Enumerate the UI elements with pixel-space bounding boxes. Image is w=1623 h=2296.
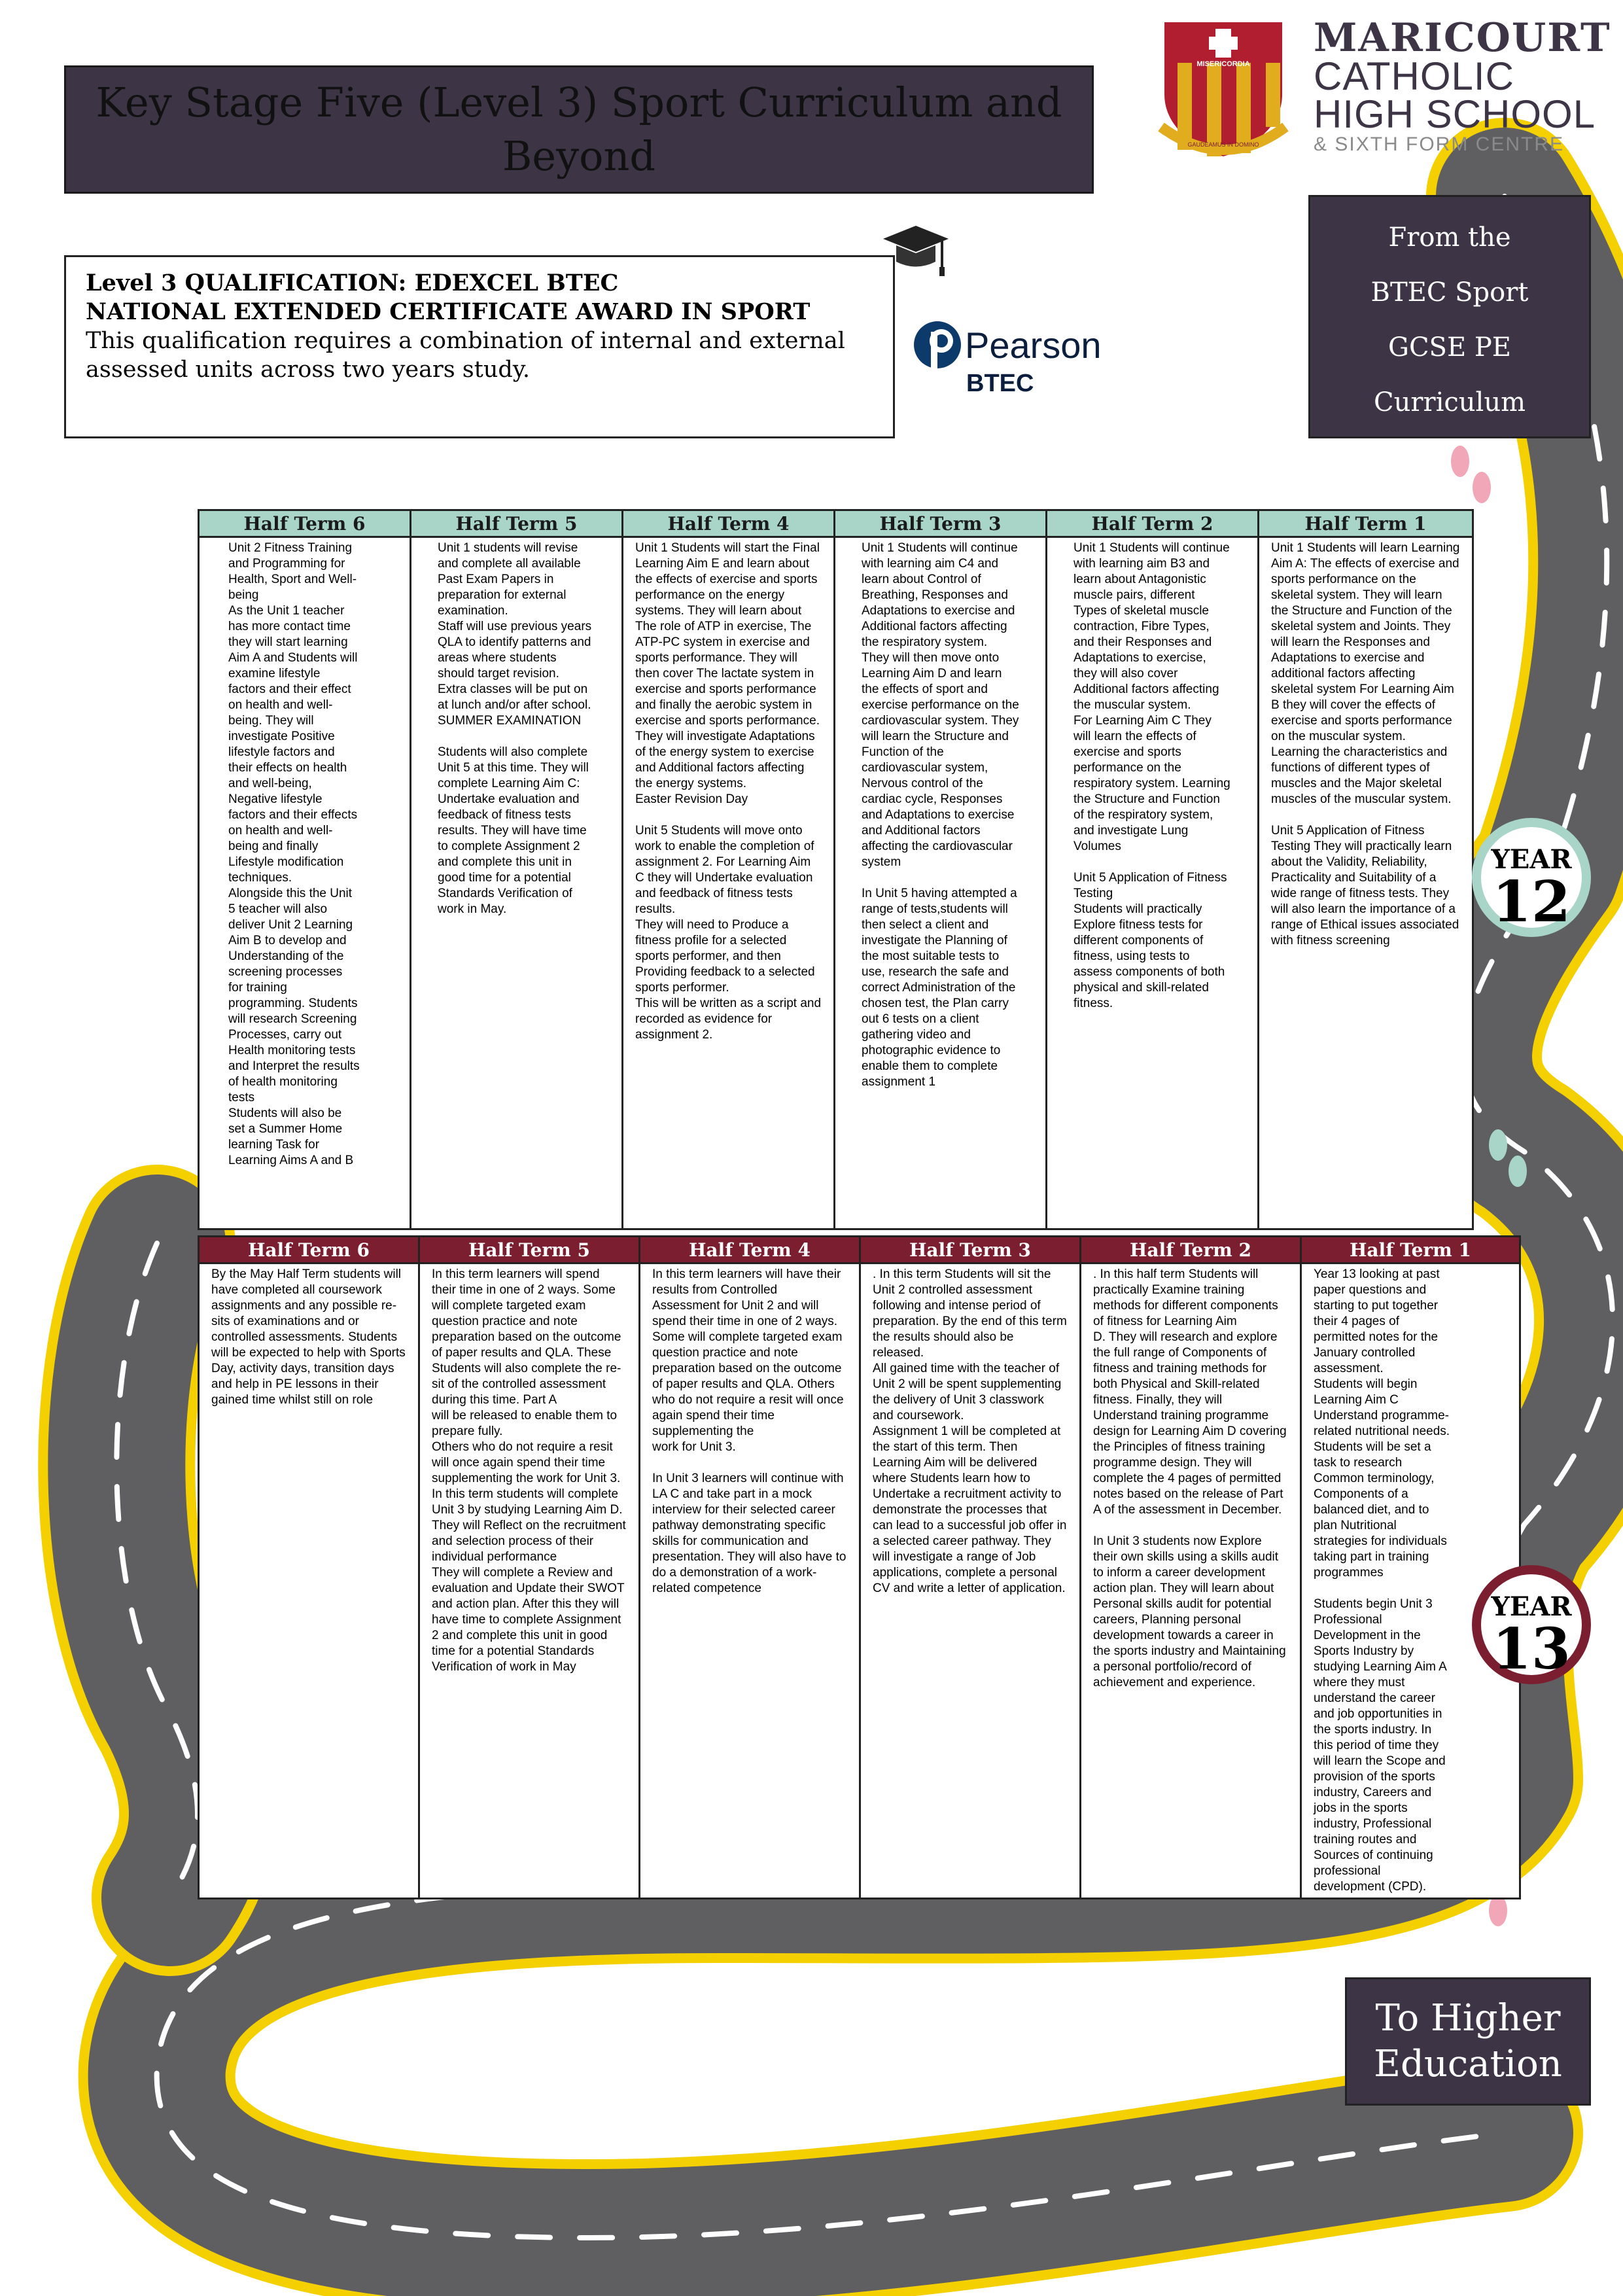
year12-badge xyxy=(1472,818,1591,937)
year12-text-ht1: Unit 1 Students will learn Learning Aim A: The effects of exercise and sports performance on the skeletal system. They will learn the Structure and Function of the skeletal system and Joints. They will learn the Responses and Adaptations to exercise and additional factors affecting skeletal system For Learning Aim B they will cover the effects of exercise and sports performance on the muscular system. Learning the characteristics and functions of different types of muscles and the Major skeletal muscles of the muscular system. Unit 5 Application of Fitness Testing They will practically learn about the Validity, Reliability, Practicality and Suitability of a wide range of fitness tests. They will also learn the importance of a range of Ethical issues associated with fitness screening xyxy=(1271,541,1460,947)
year13-text-ht3: . In this term Students will sit the Unit 2 controlled assessment following and intense period of preparation. By the end of this term the results should also be released. All gained time with the teacher of Unit 2 will be spent supplementing the delivery of Unit 3 classwork and coursework. Assignment 1 will be completed at the start of this term. Then Learning Aim will be delivered where Students learn how to Undertake a recruitment activity to demonstrate the processes that can lead to a successful job offer in a selected career pathway. They will investigate a range of Job applications, complete a personal CV and write a letter of application. xyxy=(873,1267,1067,1595)
higher-education-box xyxy=(1345,1977,1591,2106)
year12-curriculum-table xyxy=(198,509,1474,1230)
year13-content-row xyxy=(199,1263,1520,1899)
qualification-line1: Level 3 QUALIFICATION: EDEXCEL BTEC xyxy=(86,270,619,296)
qualification-description: This qualification requires a combination of internal and external assessed units across two years study. xyxy=(86,328,845,383)
year13-header-ht2: Half Term 2 xyxy=(1081,1237,1301,1263)
year12-text-ht2: Unit 1 Students will continue with learning aim B3 and learn about Antagonistic muscle pairs, different Types of skeletal muscle contraction, Fibre Types, and their Responses and Adaptations to exercise, they will also cover Additional factors affecting the muscular system. For Learning Aim C They will learn the effects of exercise and sports performance on the respiratory system. Learning the Structure and Function of the respiratory system, and investigate Lung Volumes Unit 5 Application of Fitness Testing Students will practically Explore fitness tests for different components of fitness, using tests to assess components of both physical and skill-related fitness. xyxy=(1073,541,1230,1010)
year12-text-ht6: Unit 2 Fitness Training and Programming for Health, Sport and Well-being As the Unit 1 teacher has more contact time they will start learning Aim A and Students will examine lifestyle factors and their effect on health and well-being. They will investigate Positive lifestyle factors and their effects on health and well-being, Negative lifestyle factors and their effects on health and well-being and finally Lifestyle modification techniques. Alongside this the Unit 5 teacher will also deliver Unit 2 Learning Aim B to develop and Understanding of the screening processes for training programming. Students will research Screening Processes, carry out Health monitoring tests and Interpret the results of health monitoring tests Students will also be set a Summer Home learning Task for Learning Aims A and B xyxy=(228,541,360,1167)
year12-text-ht3: Unit 1 Students will continue with learning aim C4 and learn about Control of Breathing, Responses and Adaptations to exercise and Additional factors affecting the respiratory system. They will then move onto Learning Aim D and learn the effects of sport and exercise performance on the cardiovascular system. They will learn the Structure and Function of the cardiovascular system, Nervous control of the cardiac cycle, Responses and Adaptations to exercise and Additional factors affecting the cardiovascular system In Unit 5 having attempted a range of tests,students will then select a client and investigate the Planning of the most suitable tests to use, research the safe and correct Administration of the chosen test, the Plan carry out 6 tests on a client gathering video and photographic evidence to enable them to complete assignment 1 xyxy=(862,541,1019,1089)
pearson-brand: Pearson xyxy=(965,325,1102,366)
from-line-1: From the xyxy=(1388,222,1511,253)
year12-header-ht4: Half Term 4 xyxy=(623,510,835,537)
year12-header-ht5: Half Term 5 xyxy=(411,510,623,537)
year12-header-ht3: Half Term 3 xyxy=(835,510,1047,537)
year12-header-ht6: Half Term 6 xyxy=(199,510,411,537)
year13-header-ht6: Half Term 6 xyxy=(199,1237,419,1263)
year13-cell-ht2 xyxy=(1081,1263,1301,1899)
year13-text-ht6: By the May Half Term students will have completed all coursework assignments and any possible re-sits of examinations and or controlled assessments. Students will be expected to help with Sports Day, activity days, transition days and help in PE lessons in their gained time whilst still on role xyxy=(211,1267,406,1407)
year13-text-ht5: In this term learners will spend their time in one of 2 ways. Some will complete targeted exam question practice and note preparation based on the outcome of paper results and QLA. These Students will also complete the re-sit of the controlled assessment during this time. Part A will be released to enable them to prepare fully. Others who do not require a resit will once again spend their time supplementing the work for Unit 3. In this term students will complete Unit 3 by studying Learning Aim D. They will Reflect on the recruitment and selection process of their individual performance They will complete a Review and evaluation and Update their SWOT and action plan. After this they will have time to complete Assignment 2 and complete this unit in good time for a potential Standards Verification of work in May xyxy=(432,1267,626,1674)
year13-cell-ht3 xyxy=(860,1263,1081,1899)
qualification-box xyxy=(64,255,895,438)
year12-cell-ht4 xyxy=(623,537,835,1229)
year13-header-ht4: Half Term 4 xyxy=(640,1237,860,1263)
pearson-btec: BTEC xyxy=(966,370,1034,397)
pearson-btec-logo xyxy=(913,298,1102,402)
from-line-3: GCSE PE xyxy=(1388,332,1511,362)
from-line-2: BTEC Sport xyxy=(1370,277,1529,308)
year12-cell-ht3 xyxy=(835,537,1047,1229)
year12-content-row xyxy=(199,537,1473,1229)
year13-text-ht1: Year 13 looking at past paper questions and starting to put together their 4 pages of permitted notes for the January controlled assessment. Students will begin Learning Aim C Understand programme-related nutritional needs. Students will be set a task to research Common terminology, Components of a balanced diet, and to plan Nutritional strategies for individuals taking part in training programmes Students begin Unit 3 Professional Development in the Sports Industry by studying Learning Aim A where they must understand the career and job opportunities in the sports industry. In this period of time they will learn the Scope and provision of the sports industry, Careers and jobs in the sports industry, Professional training routes and Sources of continuing professional development (CPD). xyxy=(1314,1267,1450,1894)
year12-text-ht5: Unit 1 students will revise and complete all available Past Exam Papers in preparation for external examination. Staff will use previous years QLA to identify patterns and areas where students should target revision. Extra classes will be put on at lunch and/or after school. SUMMER EXAMINATION Students will also complete Unit 5 at this time. They will complete Learning Aim C: Undertake evaluation and feedback of fitness tests results. They will have time to complete Assignment 2 and complete this unit in good time for a potential Standards Verification of work in May. xyxy=(438,541,592,916)
year13-cell-ht6 xyxy=(199,1263,419,1899)
year12-cell-ht2 xyxy=(1047,537,1259,1229)
year12-badge-number: 12 xyxy=(1492,869,1571,935)
year13-badge-number: 13 xyxy=(1492,1616,1571,1682)
school-name-line3: HIGH SCHOOL xyxy=(1314,92,1596,136)
school-name xyxy=(1314,15,1611,156)
year13-header-ht1: Half Term 1 xyxy=(1301,1237,1520,1263)
year13-text-ht2: . In this half term Students will practically Examine training methods for different components of fitness for Learning Aim D. They will research and explore the full range of Components of fitness and training methods for both Physical and Skill-related fitness. Finally, they will Understand training programme design for Learning Aim D covering the Principles of fitness training programme design. They will complete the 4 pages of permitted notes based on the release of Part A of the assessment in December. In Unit 3 students now Explore their own skills using a skills audit to inform a career development action plan. They will learn about Personal skills audit for potential careers, Planning personal development towards a career in the sports industry and Maintaining a personal portfolio/record of achievement and experience. xyxy=(1093,1267,1287,1689)
year13-text-ht4: In this term learners will have their results from Controlled Assessment for Unit 2 and will spend their time in one of 2 ways. Some will complete targeted exam question practice and note preparation based on the outcome of paper results and QLA. Others who do not require a resit will once again spend their time supplementing the work for Unit 3. In Unit 3 learners will continue with LA C and take part in a mock interview for their selected career pathway demonstrating specific skills for communication and presentation. They will also have to do a demonstration of a work- related competence xyxy=(652,1267,846,1595)
year12-cell-ht6 xyxy=(199,537,411,1229)
higher-line-2: Education xyxy=(1374,2043,1562,2085)
page-title-box xyxy=(64,65,1094,194)
year13-cell-ht4 xyxy=(640,1263,860,1899)
year13-badge xyxy=(1472,1565,1591,1684)
from-curriculum-box xyxy=(1308,195,1591,438)
year13-header-ht5: Half Term 5 xyxy=(419,1237,640,1263)
year12-header-ht2: Half Term 2 xyxy=(1047,510,1259,537)
crest-motto-bottom: GAUDEAMUS IN DOMINO xyxy=(1187,141,1259,148)
footprints-pink-top xyxy=(1451,446,1491,503)
year12-cell-ht1 xyxy=(1259,537,1473,1229)
year13-cell-ht5 xyxy=(419,1263,640,1899)
school-name-line2: CATHOLIC xyxy=(1314,54,1514,98)
higher-line-1: To Higher xyxy=(1375,1997,1561,2040)
year12-cell-ht5 xyxy=(411,537,623,1229)
year13-header-row xyxy=(199,1237,1520,1263)
graduation-cap-icon xyxy=(877,216,955,281)
year12-text-ht4: Unit 1 Students will start the Final Learning Aim E and learn about the effects of exercise and sports performance on the energy systems. They will learn about The role of ATP in exercise, The ATP-PC system in exercise and sports performance. They will then cover The lactate system in exercise and sports performance and finally the aerobic system in exercise and sports performance. They will investigate Adaptations of the energy system to exercise and Additional factors affecting the energy systems. Easter Revision Day Unit 5 Students will move onto work to enable the completion of assignment 2. For Learning Aim C they will Undertake evaluation and feedback of fitness tests results. They will need to Produce a fitness profile for a selected sports performer, and then Providing feedback to a selected sports performer. This will be written as a script and recorded as evidence for assignment 2. xyxy=(635,541,822,1042)
qualification-line2: NATIONAL EXTENDED CERTIFICATE AWARD IN SPORT xyxy=(86,298,811,325)
school-name-line1: MARICOURT xyxy=(1314,15,1611,61)
pearson-p-icon xyxy=(913,317,962,389)
year12-header-ht1: Half Term 1 xyxy=(1259,510,1473,537)
from-line-4: Curriculum xyxy=(1373,387,1526,417)
school-name-line4: & SIXTH FORM CENTRE xyxy=(1314,133,1565,155)
crest-motto-top: MISERICORDIA xyxy=(1196,60,1250,68)
year12-badge-label: YEAR xyxy=(1491,844,1572,875)
year13-header-ht3: Half Term 3 xyxy=(860,1237,1081,1263)
year13-badge-label: YEAR xyxy=(1491,1591,1572,1622)
year13-curriculum-table xyxy=(198,1235,1521,1899)
year12-header-row xyxy=(199,510,1473,537)
page-title: Key Stage Five (Level 3) Sport Curriculum and Beyond xyxy=(96,79,1062,180)
